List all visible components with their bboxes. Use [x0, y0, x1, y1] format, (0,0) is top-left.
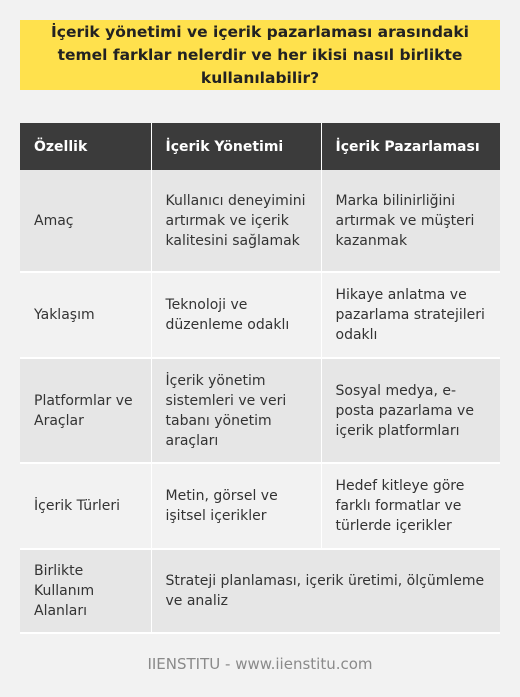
page-title: İçerik yönetimi ve içerik pazarlaması arasındaki temel farklar nelerdir ve her ikisi nasıl birlikte kullanılabilir? — [50, 22, 469, 87]
row-combined-text: Strateji planlaması, içerik üretimi, ölçümleme ve analiz — [151, 549, 500, 633]
row-feature: İçerik Türleri — [20, 463, 151, 549]
footer-credit: IIENSTITU - www.iienstitu.com — [147, 655, 373, 673]
title-banner — [20, 20, 500, 90]
row-marketing: Sosyal medya, e-posta pazarlama ve içerik platformları — [321, 358, 500, 463]
table-header-row — [20, 123, 500, 170]
row-management: Teknoloji ve düzenleme odaklı — [151, 272, 321, 358]
row-feature: Birlikte Kullanım Alanları — [20, 549, 151, 633]
row-marketing: Hikaye anlatma ve pazarlama stratejileri odaklı — [321, 272, 500, 358]
row-management: Kullanıcı deneyimini artırmak ve içerik kalitesini sağlamak — [151, 170, 321, 272]
row-feature: Yaklaşım — [20, 272, 151, 358]
table-row — [20, 170, 500, 272]
header-content-management: İçerik Yönetimi — [151, 123, 321, 170]
table-row-combined — [20, 549, 500, 633]
table-row — [20, 272, 500, 358]
row-feature: Amaç — [20, 170, 151, 272]
row-management: İçerik yönetim sistemleri ve veri tabanı yönetim araçları — [151, 358, 321, 463]
row-feature: Platformlar ve Araçlar — [20, 358, 151, 463]
row-marketing: Hedef kitleye göre farklı formatlar ve türlerde içerikler — [321, 463, 500, 549]
row-marketing: Marka bilinirliğini artırmak ve müşteri kazanmak — [321, 170, 500, 272]
header-feature: Özellik — [20, 123, 151, 170]
table-row — [20, 463, 500, 549]
header-content-marketing: İçerik Pazarlaması — [321, 123, 500, 170]
comparison-table — [20, 123, 500, 634]
row-management: Metin, görsel ve işitsel içerikler — [151, 463, 321, 549]
table-row — [20, 358, 500, 463]
